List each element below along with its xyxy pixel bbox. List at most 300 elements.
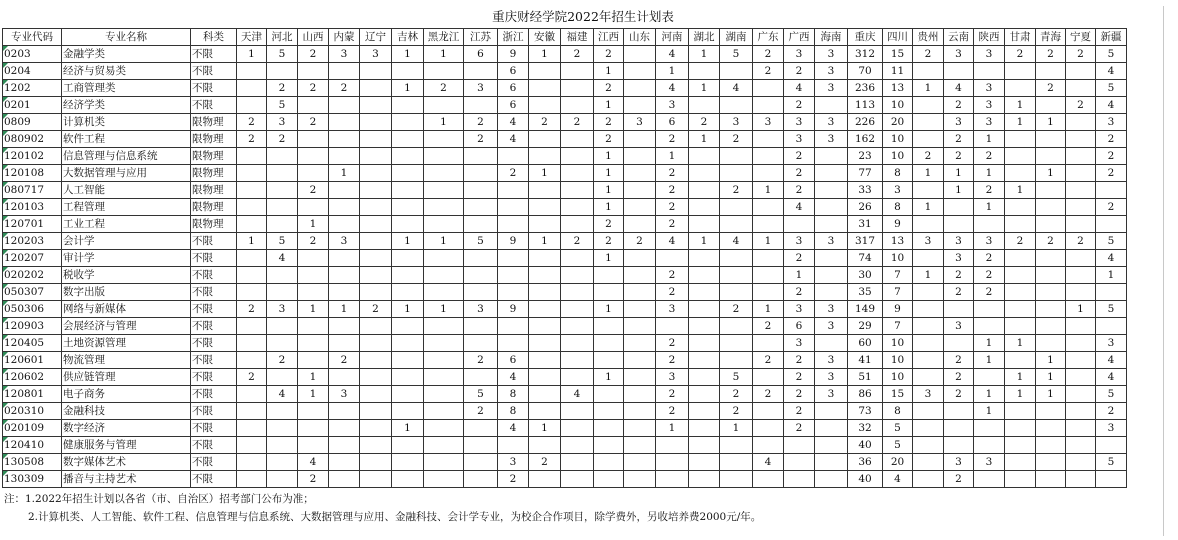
quota-cell — [529, 267, 561, 284]
quota-cell: 1 — [594, 63, 624, 80]
quota-cell: 2 — [1036, 46, 1066, 63]
quota-cell: 2 — [753, 352, 784, 369]
quota-cell — [529, 335, 561, 352]
quota-cell — [753, 369, 784, 386]
quota-cell — [689, 301, 720, 318]
quota-cell — [944, 335, 974, 352]
quota-cell: 2 — [753, 318, 784, 335]
quota-cell — [360, 199, 392, 216]
header-cell: 安徽 — [529, 29, 561, 46]
quota-cell: 4 — [498, 131, 529, 148]
quota-cell — [529, 318, 561, 335]
quota-cell: 41 — [848, 352, 883, 369]
header-cell: 重庆 — [848, 29, 883, 46]
quota-cell — [944, 403, 974, 420]
quota-cell: 149 — [848, 301, 883, 318]
quota-cell: 3 — [974, 97, 1005, 114]
quota-cell: 2 — [784, 420, 815, 437]
header-cell: 黑龙江 — [424, 29, 464, 46]
quota-cell: 10 — [883, 148, 913, 165]
quota-cell — [298, 63, 329, 80]
quota-cell: 2 — [753, 46, 784, 63]
quota-cell: 2 — [1066, 46, 1096, 63]
quota-cell — [689, 471, 720, 488]
quota-cell: 2 — [913, 148, 944, 165]
quota-cell — [464, 420, 498, 437]
quota-cell — [561, 318, 594, 335]
quota-cell — [360, 165, 392, 182]
quota-cell — [753, 97, 784, 114]
table-row — [3, 386, 1127, 403]
major-code-cell: 130309 — [3, 471, 62, 488]
subject-type-cell: 限物理 — [191, 182, 237, 199]
quota-cell: 2 — [424, 80, 464, 97]
quota-cell — [624, 420, 656, 437]
quota-cell — [913, 318, 944, 335]
major-name-cell: 审计学 — [62, 250, 191, 267]
quota-cell: 20 — [883, 114, 913, 131]
major-code-cell: 120602 — [3, 369, 62, 386]
quota-cell: 2 — [1096, 131, 1127, 148]
major-name-cell: 数字出版 — [62, 284, 191, 301]
quota-cell — [464, 318, 498, 335]
quota-cell: 4 — [1096, 369, 1127, 386]
quota-cell — [267, 148, 298, 165]
quota-cell — [561, 471, 594, 488]
quota-cell: 4 — [656, 80, 689, 97]
quota-cell: 3 — [753, 114, 784, 131]
quota-cell: 3 — [656, 369, 689, 386]
quota-cell — [237, 182, 267, 199]
quota-cell — [1005, 437, 1036, 454]
quota-cell — [237, 250, 267, 267]
quota-cell — [1096, 437, 1127, 454]
header-cell: 山西 — [298, 29, 329, 46]
quota-cell — [913, 403, 944, 420]
subject-type-cell: 不限 — [191, 352, 237, 369]
quota-cell — [561, 216, 594, 233]
quota-cell — [360, 386, 392, 403]
quota-cell — [529, 97, 561, 114]
quota-cell — [424, 335, 464, 352]
quota-cell — [944, 420, 974, 437]
quota-cell: 1 — [392, 420, 424, 437]
quota-cell: 2 — [720, 403, 753, 420]
quota-cell: 51 — [848, 369, 883, 386]
quota-cell: 2 — [329, 352, 360, 369]
quota-cell: 1 — [392, 233, 424, 250]
quota-cell — [753, 420, 784, 437]
quota-cell: 2 — [1005, 233, 1036, 250]
quota-cell: 1 — [298, 386, 329, 403]
quota-cell — [329, 471, 360, 488]
quota-cell: 4 — [498, 369, 529, 386]
quota-cell — [1066, 80, 1096, 97]
quota-cell: 2 — [1096, 403, 1127, 420]
quota-cell — [529, 182, 561, 199]
quota-cell: 1 — [974, 199, 1005, 216]
quota-cell: 2 — [561, 233, 594, 250]
major-code-cell: 120801 — [3, 386, 62, 403]
quota-cell — [815, 267, 848, 284]
quota-cell — [267, 471, 298, 488]
quota-cell — [1066, 216, 1096, 233]
quota-cell — [360, 182, 392, 199]
quota-cell: 4 — [656, 233, 689, 250]
quota-cell: 1 — [944, 182, 974, 199]
quota-cell — [753, 199, 784, 216]
major-code-cell: 0201 — [3, 97, 62, 114]
quota-cell — [329, 216, 360, 233]
quota-cell: 3 — [267, 114, 298, 131]
header-cell: 天津 — [237, 29, 267, 46]
quota-cell — [1066, 284, 1096, 301]
quota-cell — [594, 437, 624, 454]
quota-cell: 3 — [944, 233, 974, 250]
quota-cell: 2 — [1096, 165, 1127, 182]
quota-cell: 2 — [1066, 233, 1096, 250]
quota-cell — [464, 250, 498, 267]
quota-cell — [561, 420, 594, 437]
subject-type-cell: 不限 — [191, 250, 237, 267]
table-row — [3, 165, 1127, 182]
header-cell: 四川 — [883, 29, 913, 46]
quota-cell — [1036, 301, 1066, 318]
header-cell: 甘肃 — [1005, 29, 1036, 46]
quota-cell: 8 — [498, 403, 529, 420]
quota-cell — [329, 454, 360, 471]
quota-cell — [237, 97, 267, 114]
header-cell: 吉林 — [392, 29, 424, 46]
quota-cell — [720, 148, 753, 165]
quota-cell: 8 — [883, 165, 913, 182]
quota-cell — [913, 250, 944, 267]
quota-cell: 2 — [656, 216, 689, 233]
quota-cell — [360, 97, 392, 114]
quota-cell — [689, 352, 720, 369]
major-name-cell: 人工智能 — [62, 182, 191, 199]
quota-cell: 36 — [848, 454, 883, 471]
quota-cell — [1066, 199, 1096, 216]
quota-cell — [498, 216, 529, 233]
quota-cell — [392, 386, 424, 403]
quota-cell — [974, 216, 1005, 233]
quota-cell: 2 — [974, 182, 1005, 199]
header-cell: 贵州 — [913, 29, 944, 46]
sheet-border — [1163, 6, 1164, 536]
quota-cell — [424, 131, 464, 148]
quota-cell: 2 — [944, 369, 974, 386]
quota-cell: 70 — [848, 63, 883, 80]
quota-cell: 4 — [784, 80, 815, 97]
quota-cell — [1005, 318, 1036, 335]
major-code-cell: 080902 — [3, 131, 62, 148]
quota-cell: 11 — [883, 63, 913, 80]
quota-cell — [298, 131, 329, 148]
table-row — [3, 437, 1127, 454]
quota-cell — [298, 284, 329, 301]
quota-cell — [624, 386, 656, 403]
quota-cell: 1 — [1005, 386, 1036, 403]
subject-type-cell: 不限 — [191, 46, 237, 63]
table-row — [3, 216, 1127, 233]
quota-cell: 5 — [267, 97, 298, 114]
major-code-cell: 020202 — [3, 267, 62, 284]
major-code-cell: 0203 — [3, 46, 62, 63]
quota-cell — [913, 454, 944, 471]
quota-cell: 1 — [974, 335, 1005, 352]
quota-cell — [298, 420, 329, 437]
quota-cell: 4 — [784, 199, 815, 216]
quota-cell: 226 — [848, 114, 883, 131]
quota-cell: 2 — [784, 369, 815, 386]
quota-cell: 2 — [784, 63, 815, 80]
quota-cell: 2 — [784, 148, 815, 165]
quota-cell: 2 — [624, 233, 656, 250]
quota-cell: 1 — [529, 233, 561, 250]
quota-cell — [561, 369, 594, 386]
quota-cell — [689, 318, 720, 335]
quota-cell — [1005, 454, 1036, 471]
quota-cell — [298, 437, 329, 454]
quota-cell: 40 — [848, 471, 883, 488]
quota-cell: 113 — [848, 97, 883, 114]
quota-cell — [298, 148, 329, 165]
quota-cell — [624, 267, 656, 284]
quota-cell: 2 — [329, 80, 360, 97]
major-name-cell: 软件工程 — [62, 131, 191, 148]
quota-cell: 162 — [848, 131, 883, 148]
quota-cell — [360, 437, 392, 454]
quota-cell — [392, 403, 424, 420]
quota-cell: 5 — [1096, 80, 1127, 97]
quota-cell: 3 — [944, 250, 974, 267]
quota-cell — [464, 148, 498, 165]
quota-cell: 8 — [883, 199, 913, 216]
quota-cell: 33 — [848, 182, 883, 199]
quota-cell — [392, 284, 424, 301]
quota-cell — [464, 182, 498, 199]
header-cell: 海南 — [815, 29, 848, 46]
table-row — [3, 301, 1127, 318]
quota-cell — [360, 454, 392, 471]
quota-cell — [624, 335, 656, 352]
quota-cell: 3 — [815, 352, 848, 369]
quota-cell — [464, 335, 498, 352]
quota-cell — [392, 471, 424, 488]
major-code-cell: 1202 — [3, 80, 62, 97]
quota-cell — [561, 301, 594, 318]
quota-cell: 3 — [267, 301, 298, 318]
quota-cell: 5 — [883, 420, 913, 437]
quota-cell: 2 — [784, 182, 815, 199]
quota-cell — [753, 80, 784, 97]
quota-cell: 1 — [656, 63, 689, 80]
subject-type-cell: 不限 — [191, 454, 237, 471]
quota-cell — [1036, 454, 1066, 471]
quota-cell — [360, 267, 392, 284]
quota-cell — [1066, 335, 1096, 352]
major-name-cell: 健康服务与管理 — [62, 437, 191, 454]
quota-cell: 3 — [815, 301, 848, 318]
quota-cell: 1 — [1005, 114, 1036, 131]
quota-cell — [329, 437, 360, 454]
quota-cell — [424, 352, 464, 369]
quota-cell — [561, 335, 594, 352]
quota-cell: 1 — [424, 46, 464, 63]
quota-cell: 6 — [498, 80, 529, 97]
quota-cell — [720, 318, 753, 335]
quota-cell: 3 — [974, 80, 1005, 97]
quota-cell — [561, 182, 594, 199]
quota-cell — [1036, 216, 1066, 233]
quota-cell: 4 — [267, 250, 298, 267]
quota-cell: 1 — [1005, 182, 1036, 199]
quota-cell — [753, 403, 784, 420]
quota-cell: 2 — [464, 114, 498, 131]
table-title: 重庆财经学院2022年招生计划表 — [492, 9, 674, 24]
quota-cell — [392, 335, 424, 352]
quota-cell — [392, 250, 424, 267]
quota-cell — [360, 233, 392, 250]
quota-cell: 1 — [689, 46, 720, 63]
quota-cell: 8 — [883, 403, 913, 420]
subject-type-cell: 不限 — [191, 97, 237, 114]
quota-cell — [720, 97, 753, 114]
quota-cell: 2 — [784, 250, 815, 267]
major-code-cell: 020109 — [3, 420, 62, 437]
quota-cell — [237, 267, 267, 284]
quota-cell — [498, 250, 529, 267]
quota-cell — [624, 165, 656, 182]
quota-cell: 6 — [784, 318, 815, 335]
quota-cell — [329, 63, 360, 80]
quota-cell — [424, 403, 464, 420]
quota-cell — [689, 182, 720, 199]
quota-cell: 3 — [815, 369, 848, 386]
quota-cell — [974, 420, 1005, 437]
header-cell: 广东 — [753, 29, 784, 46]
quota-cell: 1 — [529, 46, 561, 63]
quota-cell — [594, 318, 624, 335]
quota-cell: 1 — [329, 165, 360, 182]
quota-cell — [360, 403, 392, 420]
quota-cell: 2 — [944, 352, 974, 369]
quota-cell: 1 — [720, 420, 753, 437]
quota-cell — [1036, 471, 1066, 488]
quota-cell: 1 — [974, 131, 1005, 148]
quota-cell — [624, 46, 656, 63]
quota-cell: 35 — [848, 284, 883, 301]
quota-cell: 2 — [1005, 46, 1036, 63]
subject-type-cell: 不限 — [191, 420, 237, 437]
quota-cell: 2 — [529, 454, 561, 471]
header-cell: 广西 — [784, 29, 815, 46]
quota-cell — [624, 182, 656, 199]
quota-cell: 1 — [689, 80, 720, 97]
quota-cell — [1005, 403, 1036, 420]
quota-cell — [237, 199, 267, 216]
major-code-cell: 050307 — [3, 284, 62, 301]
major-name-cell: 计算机类 — [62, 114, 191, 131]
quota-cell: 6 — [656, 114, 689, 131]
quota-cell — [329, 335, 360, 352]
quota-cell — [360, 284, 392, 301]
quota-cell — [561, 352, 594, 369]
quota-cell: 2 — [656, 131, 689, 148]
major-name-cell: 工商管理类 — [62, 80, 191, 97]
notes — [4, 490, 1154, 526]
quota-cell — [815, 216, 848, 233]
quota-cell — [720, 199, 753, 216]
quota-cell: 1 — [594, 301, 624, 318]
major-code-cell: 050306 — [3, 301, 62, 318]
quota-cell: 2 — [784, 165, 815, 182]
quota-cell: 3 — [974, 454, 1005, 471]
quota-cell: 9 — [498, 301, 529, 318]
quota-cell — [298, 199, 329, 216]
subject-type-cell: 限物理 — [191, 148, 237, 165]
quota-cell — [1005, 284, 1036, 301]
quota-cell — [498, 148, 529, 165]
quota-cell — [529, 216, 561, 233]
quota-cell — [424, 318, 464, 335]
quota-cell: 2 — [944, 131, 974, 148]
quota-cell: 3 — [784, 233, 815, 250]
quota-cell — [1066, 369, 1096, 386]
quota-cell — [529, 437, 561, 454]
quota-cell — [944, 216, 974, 233]
quota-cell: 4 — [944, 80, 974, 97]
quota-cell: 7 — [883, 267, 913, 284]
quota-cell: 2 — [1036, 80, 1066, 97]
quota-cell: 1 — [594, 165, 624, 182]
quota-cell — [1005, 250, 1036, 267]
quota-cell — [1066, 148, 1096, 165]
quota-cell: 2 — [594, 80, 624, 97]
quota-cell: 60 — [848, 335, 883, 352]
quota-cell — [464, 165, 498, 182]
quota-cell: 20 — [883, 454, 913, 471]
quota-cell — [424, 97, 464, 114]
quota-cell — [1005, 352, 1036, 369]
quota-cell — [1036, 199, 1066, 216]
quota-cell — [1036, 318, 1066, 335]
quota-cell — [464, 216, 498, 233]
quota-cell — [561, 148, 594, 165]
quota-cell — [392, 454, 424, 471]
major-name-cell: 供应链管理 — [62, 369, 191, 386]
quota-cell: 2 — [594, 216, 624, 233]
quota-cell — [1066, 386, 1096, 403]
quota-cell: 2 — [237, 301, 267, 318]
quota-cell — [498, 318, 529, 335]
quota-cell — [720, 454, 753, 471]
quota-cell: 1 — [913, 165, 944, 182]
subject-type-cell: 不限 — [191, 318, 237, 335]
quota-cell — [689, 335, 720, 352]
header-cell: 山东 — [624, 29, 656, 46]
subject-type-cell: 限物理 — [191, 199, 237, 216]
quota-cell: 2 — [974, 148, 1005, 165]
subject-type-cell: 不限 — [191, 369, 237, 386]
quota-cell — [784, 471, 815, 488]
quota-cell — [720, 335, 753, 352]
major-code-cell: 120102 — [3, 148, 62, 165]
quota-cell: 6 — [498, 97, 529, 114]
quota-cell: 2 — [753, 386, 784, 403]
quota-cell: 4 — [498, 114, 529, 131]
